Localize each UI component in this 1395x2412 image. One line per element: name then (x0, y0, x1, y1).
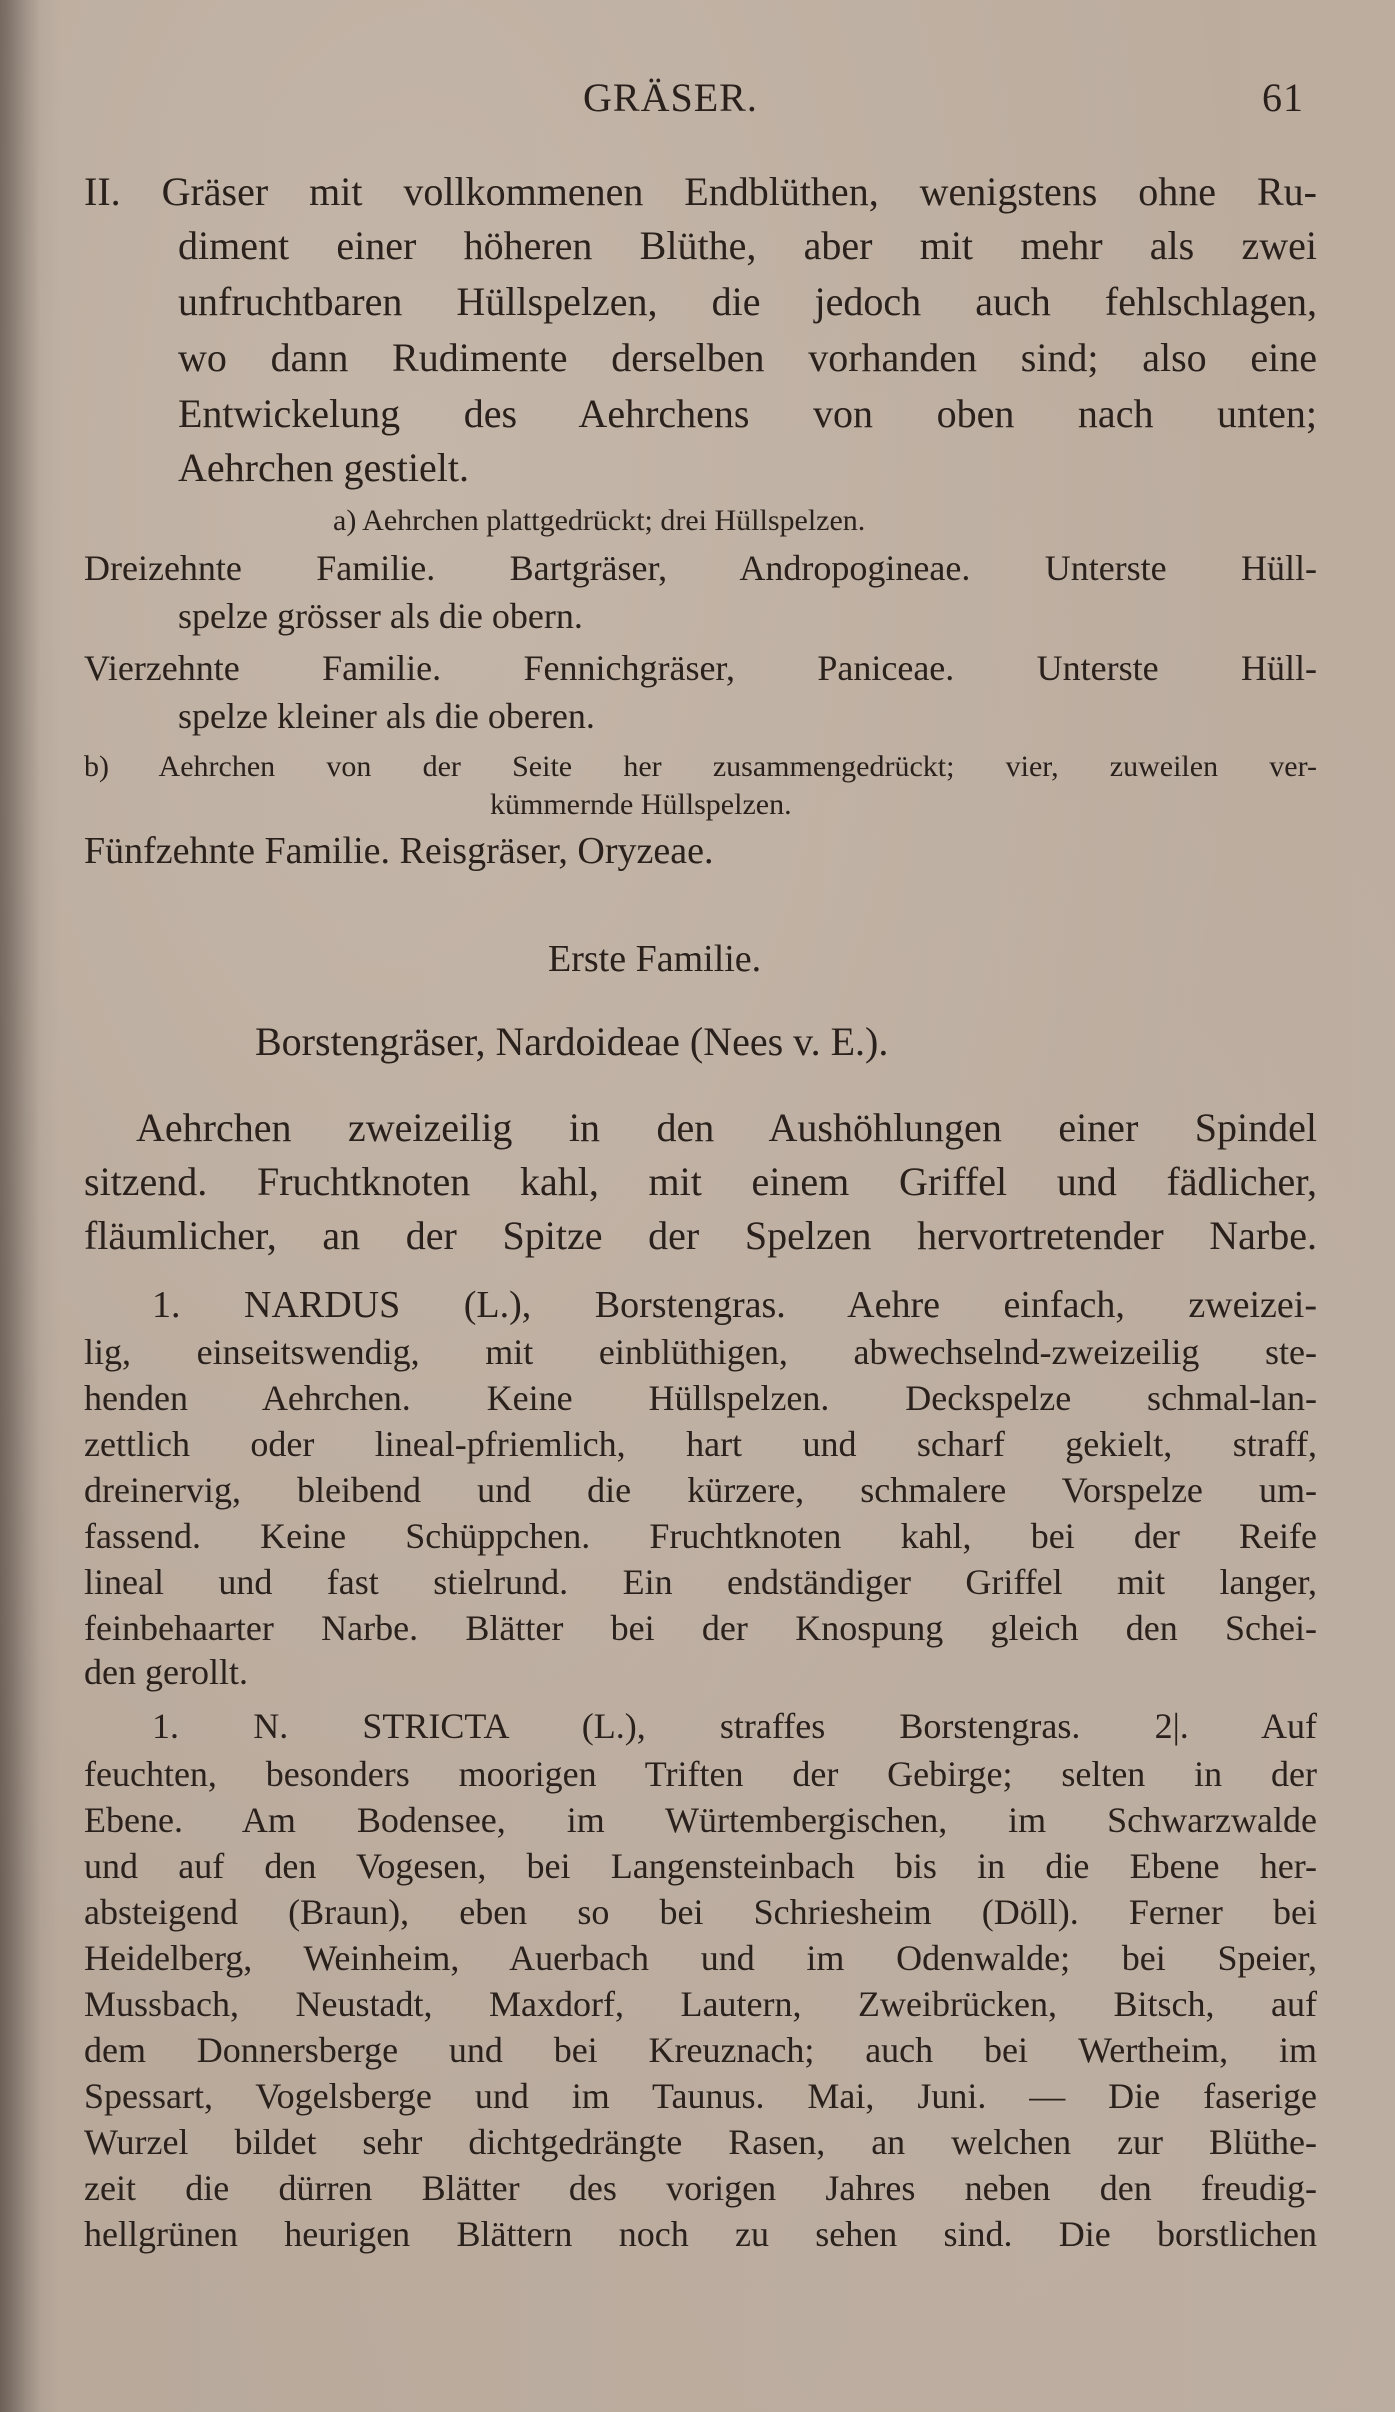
text-line: feuchten, besonders moorigen Triften der Gebirge; selten in der (84, 1754, 1317, 1794)
text-line: Ebene. Am Bodensee, im Würtembergischen, im Schwarzwalde (84, 1800, 1317, 1840)
text-line: Mussbach, Neustadt, Maxdorf, Lautern, Zweibrücken, Bitsch, auf (84, 1984, 1317, 2024)
text-line: Wurzel bildet sehr dichtgedrängte Rasen, an welchen zur Blüthe- (84, 2122, 1317, 2162)
text-line: II. Gräser mit vollkommenen Endblüthen, wenigstens ohne Ru- (84, 169, 1317, 214)
text-line: kümmernde Hüllspelzen. (490, 788, 792, 821)
family-15: Fünfzehnte Familie. Reisgräser, Oryzeae. (84, 830, 714, 872)
text-line: zettlich oder lineal-pfriemlich, hart und scharf gekielt, straff, (84, 1424, 1317, 1464)
text-line: lig, einseitswendig, mit einblüthigen, abwechselnd-zweizeilig ste- (84, 1332, 1317, 1372)
text-line: henden Aehrchen. Keine Hüllspelzen. Deckspelze schmal-lan- (84, 1378, 1317, 1418)
text-line: 1. N. STRICTA (L.), straffes Borstengras. 2|. Auf (152, 1706, 1317, 1746)
text-line: b) Aehrchen von der Seite her zusammengedrückt; vier, zuweilen ver- (84, 750, 1317, 783)
text-line: fläumlicher, an der Spitze der Spelzen hervortretender Narbe. (84, 1213, 1317, 1258)
text-line: den gerollt. (84, 1652, 248, 1692)
family-heading: Erste Familie. (548, 938, 762, 980)
text-line: spelze grösser als die obern. (178, 596, 583, 636)
text-line: absteigend (Braun), eben so bei Schriesheim (Döll). Ferner bei (84, 1892, 1317, 1932)
text-line: fassend. Keine Schüppchen. Fruchtknoten kahl, bei der Reife (84, 1516, 1317, 1556)
text-line: Aehrchen gestielt. (178, 445, 469, 490)
text-line: dreinervig, bleibend und die kürzere, schmalere Vorspelze um- (84, 1470, 1317, 1510)
text-line: Vierzehnte Familie. Fennichgräser, Paniceae. Unterste Hüll- (84, 648, 1317, 688)
text-line: 1. NARDUS (L.), Borstengras. Aehre einfach, zweizei- (152, 1284, 1317, 1326)
text-line: wo dann Rudimente derselben vorhanden sind; also eine (178, 335, 1317, 380)
family-name: Borstengräser, Nardoideae (Nees v. E.). (255, 1019, 889, 1064)
text-line: unfruchtbaren Hüllspelzen, die jedoch auch fehlschlagen, (178, 279, 1317, 324)
text-line: hellgrünen heurigen Blättern noch zu sehen sind. Die borstlichen (84, 2214, 1317, 2254)
text-line: feinbehaarter Narbe. Blätter bei der Knospung gleich den Schei- (84, 1608, 1317, 1648)
text-line: Entwickelung des Aehrchens von oben nach unten; (178, 391, 1317, 436)
text-line: dem Donnersberge und bei Kreuznach; auch bei Wertheim, im (84, 2030, 1317, 2070)
text-line: sitzend. Fruchtknoten kahl, mit einem Griffel und fädlicher, (84, 1159, 1317, 1204)
running-header-title: GRÄSER. (583, 75, 758, 120)
text-line: und auf den Vogesen, bei Langensteinbach bis in die Ebene her- (84, 1846, 1317, 1886)
text-line: Dreizehnte Familie. Bartgräser, Andropogineae. Unterste Hüll- (84, 548, 1317, 588)
page-number: 61 (1262, 75, 1304, 120)
text-line: Spessart, Vogelsberge und im Taunus. Mai, Juni. — Die faserige (84, 2076, 1317, 2116)
text-line: diment einer höheren Blüthe, aber mit mehr als zwei (178, 223, 1317, 268)
text-line: Heidelberg, Weinheim, Auerbach und im Odenwalde; bei Speier, (84, 1938, 1317, 1978)
text-line: zeit die dürren Blätter des vorigen Jahres neben den freudig- (84, 2168, 1317, 2208)
text-line: Aehrchen zweizeilig in den Aushöhlungen einer Spindel (136, 1105, 1317, 1150)
subgroup-a: a) Aehrchen plattgedrückt; drei Hüllspelzen. (333, 504, 866, 537)
text-line: spelze kleiner als die oberen. (178, 696, 595, 736)
text-line: lineal und fast stielrund. Ein endständiger Griffel mit langer, (84, 1562, 1317, 1602)
